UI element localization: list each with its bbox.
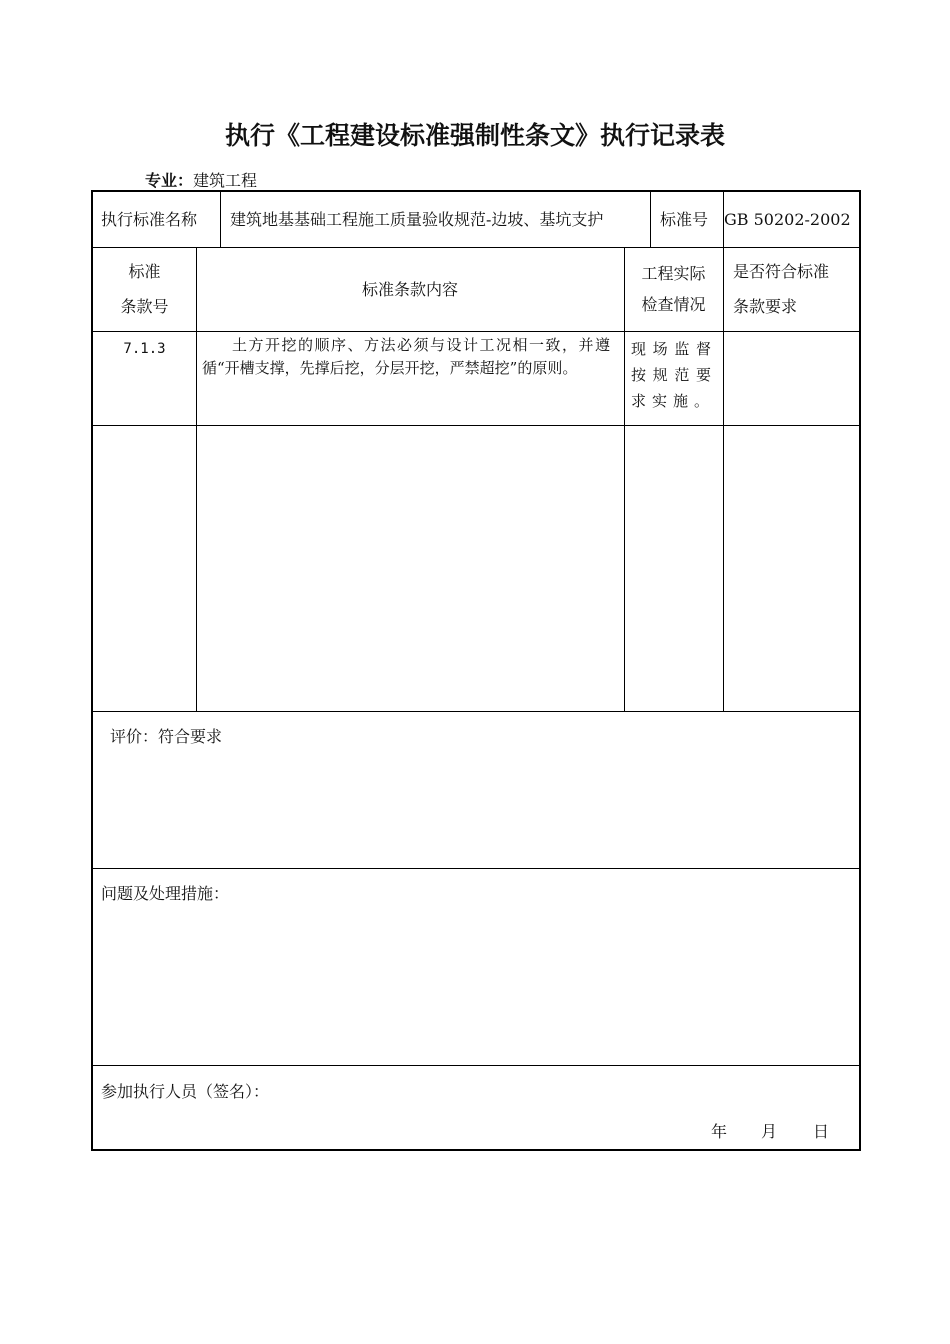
col-divider <box>220 192 221 247</box>
standard-code-label: 标准号 <box>660 210 709 229</box>
header-clause-no-line2: 条款号 <box>120 297 169 316</box>
check-result: 现场监督按规范要求实施。 <box>631 340 717 410</box>
header-check-line2: 检查情况 <box>641 295 706 314</box>
clause-number: 7.1.3 <box>123 341 166 357</box>
row-divider <box>93 1065 859 1066</box>
col-divider <box>196 247 197 711</box>
record-table <box>91 190 861 1151</box>
participants-label: 参加执行人员（签名）： <box>101 1082 270 1101</box>
specialty-label: 专业： <box>145 171 194 190</box>
standard-code-value: GB 50202-2002 <box>724 210 851 229</box>
page-title: 执行《工程建设标准强制性条文》执行记录表 <box>224 121 725 150</box>
header-compliance-line1: 是否符合标准 <box>733 262 830 281</box>
standard-name-value: 建筑地基基础工程施工质量验收规范-边坡、基坑支护 <box>230 210 604 229</box>
row-divider <box>93 711 859 712</box>
clause-content: 土方开挖的顺序、方法必须与设计工况相一致，并遵循“开槽支撑，先撑后挖，分层开挖，严禁超挖”的原则。 <box>202 336 610 377</box>
specialty-value: 建筑工程 <box>193 171 258 190</box>
date-year: 年 <box>711 1122 728 1141</box>
row-divider <box>93 247 859 248</box>
col-divider <box>624 247 625 711</box>
header-content: 标准条款内容 <box>361 280 458 299</box>
standard-name-label: 执行标准名称 <box>101 210 198 229</box>
col-divider <box>723 247 724 711</box>
date-day: 日 <box>813 1122 830 1141</box>
col-divider <box>650 192 651 247</box>
specialty-line <box>145 168 257 191</box>
header-check-line1: 工程实际 <box>641 264 706 283</box>
header-clause-no-line1: 标准 <box>128 262 161 281</box>
date-month: 月 <box>761 1122 778 1141</box>
row-divider <box>93 425 859 426</box>
issues-label: 问题及处理措施： <box>101 884 230 903</box>
row-divider <box>93 331 859 332</box>
header-compliance-line2: 条款要求 <box>733 297 798 316</box>
evaluation-text: 评价：符合要求 <box>110 727 223 746</box>
row-divider <box>93 868 859 869</box>
